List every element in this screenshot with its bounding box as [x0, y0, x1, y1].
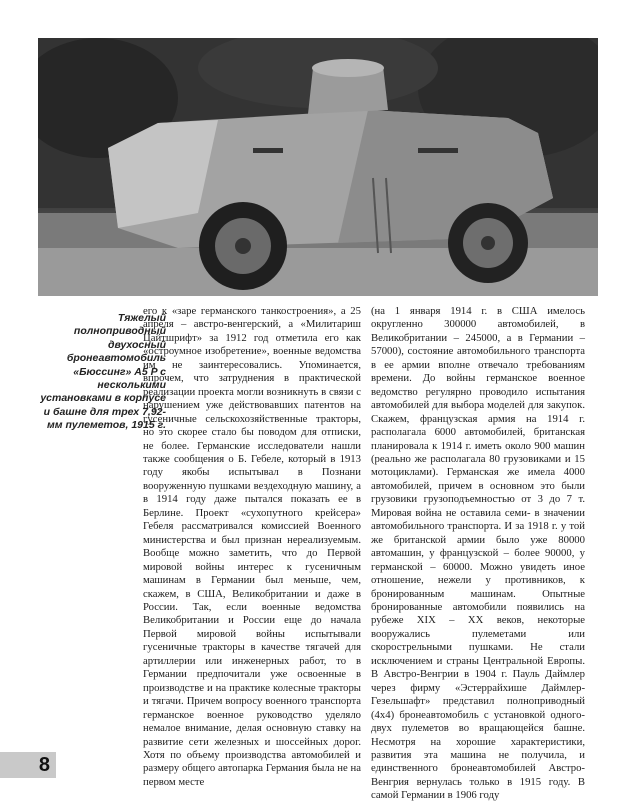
armored-car-photo — [38, 38, 598, 296]
text-column-1 — [143, 305, 361, 789]
armored-car-illustration — [38, 38, 598, 296]
column-1-text: его к «заре германского танкостроения», а 25 апреля – австро-венгерский, а «Милитариш Цайтшрифт» за 1912 год отметила его как «остроумное изобретение», военные ведомства им не заинтересовались. Упоминается, впрочем, что затруднения в практической реализации проекта могли возникнуть в связи с нарушением уже действовавших патентов на гусеничные сельскохозяйственные тракторы, но это скорее стало бы поводом для отписки, не более. Германские исследователи нашли также сообщения о Б. Гебеле, который в 1913 году якобы испытывал в Познани вооруженную пушками вездеходную машину, а в 1914 году даже пытался показать ее в Берлине. Проект «сухопутного крейсера» Гебеля рассматривался комиссией Военного министерства и был признан нереализуемым. Вообще можно заметить, что до Первой мировой войны интерес к гусеничным машинам в Германии был меньше, чем, скажем, в США, Великобритании и даже в России. Так, если военные ведомства Великобритании и России еще до начала Первой мировой войны испытывали гусеничные тракторы в качестве тягачей для артиллерии или инженерных работ, то в Германии предпочитали уже освоенные в производстве и на практике колесные тракторы и тягачи. Причем вопросу военного транспорта германское военное руководство уделяло немалое внимание, делая основную ставку на развитие сети железных и шоссейных дорог. Хотя по объему производства автомобилей и размеру общего автопарка Германия была не на первом месте — [143, 305, 361, 788]
page-number: 8 — [38, 754, 50, 776]
column-2-text: (на 1 января 1914 г. в США имелось округленно 300000 автомобилей, в Великобритании – 245000, а в Германии – 57000), состояние автомобильного транспорта в ее армии вполне отвечало требованиям времени. До войны германское военное ведомство регулярно проводило испытания автомобилей для выбора моделей для закупок. Скажем, французская армия на 1914 г. располагала 6000 автомобилей, британская планировала к 1914 г. иметь около 900 машин (реально же располагала 80 грузовиками и 15 мотоциклами). Германская же имела 4000 автомобилей, причем в основном это были грузовики грузоподъемностью от 3 до 7 т. Мировая война не оставила семи- в значении автомобильного транспорта. И за 1918 г. у той же британской армии было уже 80000 автомашин, у французской – более 90000, у германской – 60000. Можно увидеть иное отношение, нежели у противников, к бронированным машинам. Опытные бронированные автомобили появились на рубеже XIX – XX веков, некоторые вооружались пулеметами или скорострельными пушками. Не стали исключением и страны Центральной Европы. В Австро-Венгрии в 1904 г. Пауль Даймлер через фирму «Эстеррайхише Даймлер-Гезельшафт» представил полноприводный (4х4) бронеавтомобиль с установкой одного-двух пулеметов во вращающейся башне. Несмотря на хорошие характеристики, развития эта машина не получила, и единственного бронеавтомобилей Австро-Венгрия вернулась только в 1915 году. В самой Германии в 1906 году — [371, 305, 585, 802]
photo-caption: Тяжелый полноприводный двухосный бронеавтомобиль «Бюссинг» A5 P с несколькими установками в корпусе и башне для трех 7,92-мм пулеметов, 1915 г. — [40, 312, 166, 432]
text-column-2 — [371, 305, 585, 803]
